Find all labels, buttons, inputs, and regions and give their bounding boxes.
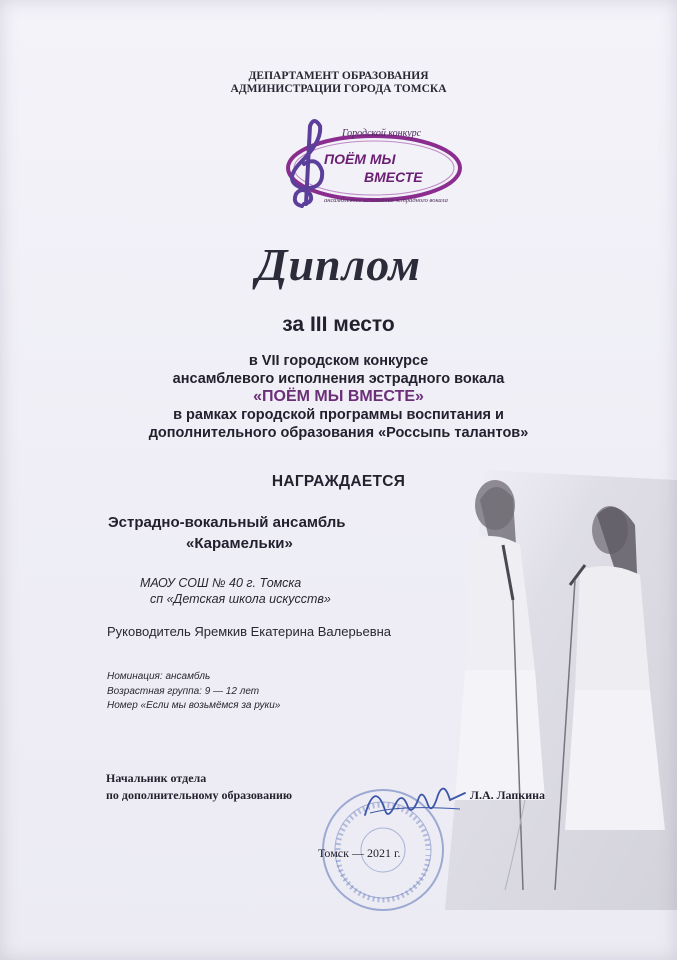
singers-photo	[425, 470, 677, 910]
contest-block	[0, 352, 677, 442]
diploma-title: Диплом	[256, 239, 421, 290]
ensemble-name: «Карамельки»	[186, 535, 293, 552]
ensemble-block	[108, 512, 345, 554]
signatory-position	[106, 770, 292, 804]
leader-line: Руководитель Яремкив Екатерина Валерьевна	[107, 624, 392, 639]
handwritten-signature	[360, 775, 470, 825]
number-line: Номер «Если мы возьмёмся за руки»	[107, 700, 281, 711]
position-line1: Начальник отдела	[106, 771, 207, 785]
award-label: НАГРАЖДАЕТСЯ	[271, 473, 406, 490]
city-year: Томск — 2021 г.	[318, 846, 401, 860]
nomination-line: Номинация: ансамбль	[107, 671, 211, 682]
department-line1: ДЕПАРТАМЕНТ ОБРАЗОВАНИЯ	[248, 70, 429, 82]
contest-name: «ПОЁМ МЫ ВМЕСТЕ»	[253, 388, 424, 405]
contest-line1: в VII городском конкурсе	[248, 353, 429, 369]
school-line1: МАОУ СОШ № 40 г. Томска	[140, 576, 302, 590]
age-group-line: Возрастная группа: 9 — 12 лет	[107, 685, 260, 697]
logo-name-line2: ВМЕСТЕ	[364, 169, 423, 185]
contest-logo	[262, 116, 462, 212]
position-line2: по дополнительному образованию	[106, 788, 293, 802]
logo-bottom-text: ансамблевого исполнения эстрадного вокала	[324, 197, 448, 204]
school-line2: сп «Детская школа искусств»	[150, 592, 331, 606]
contest-line4: дополнительного образования «Россыпь талантов»	[148, 425, 529, 441]
meta-block	[107, 670, 280, 714]
contest-line3: в рамках городской программы воспитания и	[173, 407, 504, 423]
logo-name-line1: ПОЁМ МЫ	[324, 151, 396, 167]
school-block	[140, 575, 331, 607]
signatory-name: Л.А. Лапкина	[470, 788, 546, 802]
contest-line2: ансамблевого исполнения эстрадного вокала	[172, 371, 505, 387]
department-header	[0, 70, 677, 96]
ensemble-line1: Эстрадно-вокальный ансамбль	[108, 514, 346, 531]
department-line2: АДМИНИСТРАЦИИ ГОРОДА ТОМСКА	[230, 83, 447, 95]
place-line: за III место	[282, 313, 395, 336]
logo-top-text: Городской конкурс	[342, 128, 422, 139]
